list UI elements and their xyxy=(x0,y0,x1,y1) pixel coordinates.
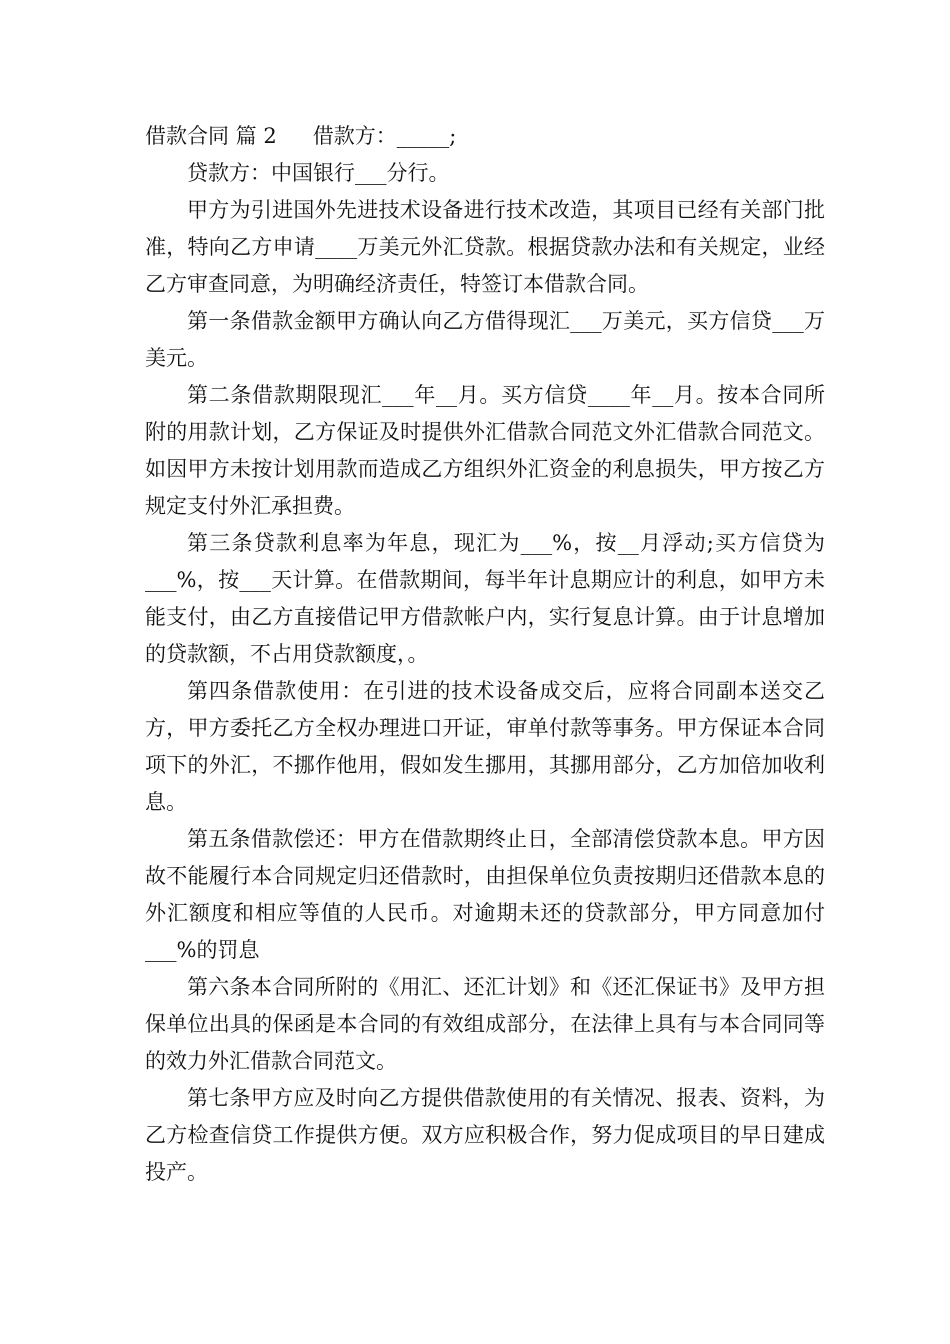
heading-line xyxy=(145,118,825,155)
article-7-paragraph: 第七条甲方应及时向乙方提供借款使用的有关情况、报表、资料，为乙方检查信贷工作提供方便。双方应积极合作，努力促成项目的早日建成投产。 xyxy=(145,1086,825,1184)
article-1-paragraph: 第一条借款金额甲方确认向乙方借得现汇___万美元，买方信贷___万美元。 xyxy=(145,309,825,370)
article-3-paragraph: 第三条贷款利息率为年息，现汇为___%，按__月浮动;买方信贷为___%，按___天计算。在借款期间，每半年计息期应计的利息，如甲方未能支付，由乙方直接借记甲方借款帐户内，实行复息计算。由于计息增加的贷款额，不占用贷款额度，。 xyxy=(145,531,825,666)
borrower-line: 借款方：_____; xyxy=(312,124,457,148)
article-5-paragraph: 第五条借款偿还：甲方在借款期终止日，全部清偿贷款本息。甲方因故不能履行本合同规定归还借款时，由担保单位负责按期归还借款本息的外汇额度和相应等值的人民币。对逾期未还的贷款部分，甲方同意加付___%的罚息 xyxy=(145,827,825,962)
document-heading: 借款合同 篇 2 xyxy=(145,124,277,148)
document-body xyxy=(145,118,825,1191)
preamble-paragraph: 甲方为引进国外先进技术设备进行技术改造，其项目已经有关部门批准，特向乙方申请____万美元外汇贷款。根据贷款办法和有关规定，业经乙方审查同意，为明确经济责任，特签订本借款合同。 xyxy=(145,198,825,296)
lender-paragraph: 贷款方：中国银行___分行。 xyxy=(187,161,450,185)
article-6-paragraph: 第六条本合同所附的《用汇、还汇计划》和《还汇保证书》及甲方担保单位出具的保函是本合同的有效组成部分，在法律上具有与本合同同等的效力外汇借款合同范文。 xyxy=(145,975,825,1073)
article-4-paragraph: 第四条借款使用：在引进的技术设备成交后，应将合同副本送交乙方，甲方委托乙方全权办理进口开证，审单付款等事务。甲方保证本合同项下的外汇，不挪作他用，假如发生挪用，其挪用部分，乙方加倍加收利息。 xyxy=(145,679,825,814)
article-2-paragraph: 第二条借款期限现汇___年__月。买方信贷____年__月。按本合同所附的用款计划，乙方保证及时提供外汇借款合同范文外汇借款合同范文。如因甲方未按计划用款而造成乙方组织外汇资金的利息损失，甲方按乙方规定支付外汇承担费。 xyxy=(145,383,825,518)
